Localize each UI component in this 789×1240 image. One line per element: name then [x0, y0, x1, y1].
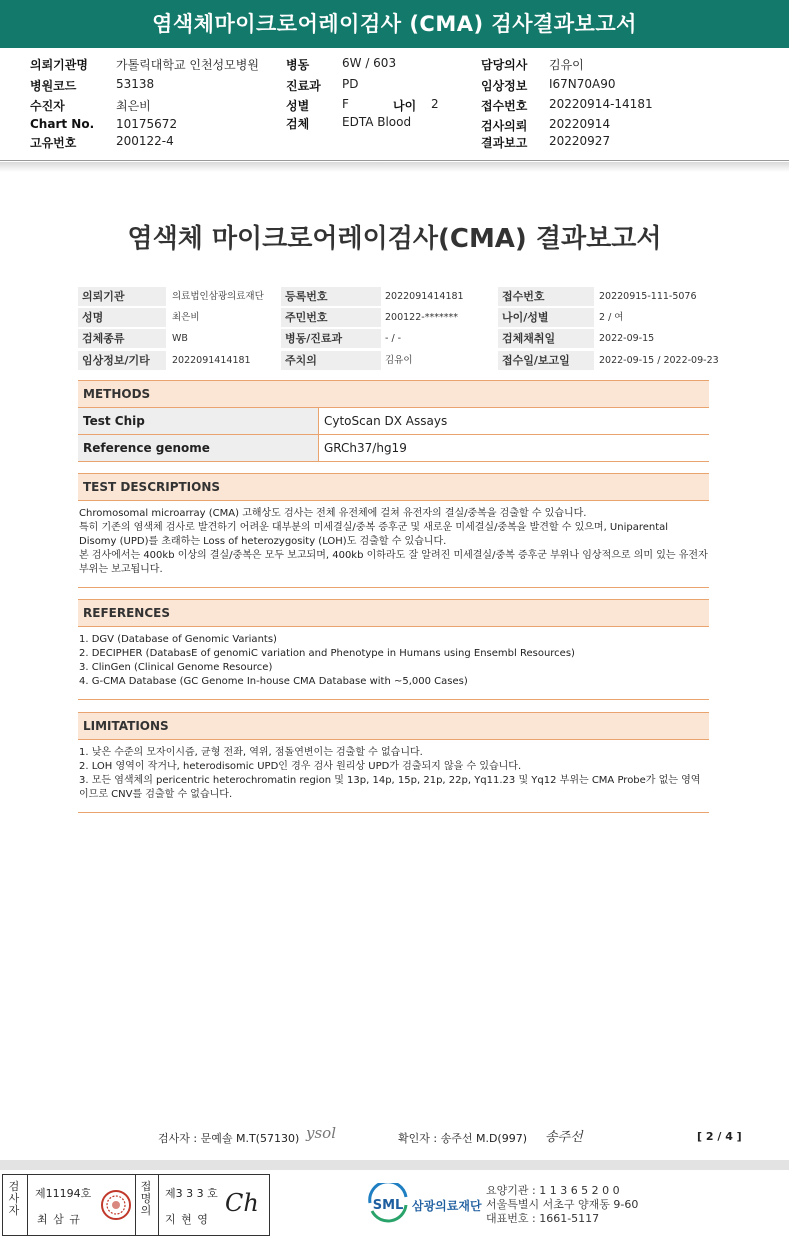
references-section	[78, 599, 709, 700]
field-label: 진료과	[286, 79, 321, 93]
field-label: 임상정보	[481, 79, 528, 93]
info-value: 2022091414181	[172, 355, 251, 366]
tester-signature: ysol	[306, 1124, 336, 1142]
field-label: 접수번호	[481, 99, 528, 113]
methods-label: Test Chip	[78, 408, 319, 435]
info-label: 나이/성별	[498, 308, 594, 327]
patient-header	[0, 52, 789, 160]
field-label: 의뢰기관명	[30, 58, 88, 72]
field-value: PD	[342, 77, 359, 91]
header-shadow	[0, 162, 789, 172]
field-label: 담당의사	[481, 58, 528, 72]
field-label: 병동	[286, 58, 310, 72]
field-value: I67N70A90	[549, 77, 616, 91]
page-indicator: [ 2 / 4 ]	[697, 1130, 742, 1143]
reference-item: 3. ClinGen (Clinical Genome Resource)	[79, 662, 273, 673]
info-label: 접수일/보고일	[498, 351, 594, 370]
info-value: 2 / 여	[599, 312, 624, 323]
field-label: 고유번호	[30, 136, 77, 150]
director-signature: Ch	[225, 1189, 259, 1217]
institution-address-block	[486, 1184, 638, 1226]
limitation-item: 3. 모든 염색체의 pericentric heterochromatin region 및 13p, 14p, 15p, 21p, 22p, Yq11.23 및 Yq12 부위는 CMA Probe가 없는 영역이므로 CNV를 검출할 수 없습니다.	[79, 775, 701, 800]
field-value: EDTA Blood	[342, 115, 412, 129]
report-title: 염색체 마이크로어레이검사(CMA) 결과보고서	[127, 224, 662, 254]
test-descriptions-heading: TEST DESCRIPTIONS	[78, 473, 709, 501]
stamp-license-number: 제11194호	[35, 1187, 92, 1200]
description-line: 본 검사에서는 400kb 이상의 결실/중복은 모두 보고되며, 400kb 이하라도 잘 알려진 미세결실/중복 증후군 부위나 임상적으로 의미 있는 유전자 부위는 보고됩니다.	[79, 550, 708, 575]
confirmer-signature: 송주선	[545, 1130, 583, 1145]
methods-heading: METHODS	[78, 380, 709, 408]
description-line: Chromosomal microarray (CMA) 고해상도 검사는 전체 유전체에 걸쳐 유전자의 결실/중복을 검출할 수 있습니다.	[79, 508, 587, 519]
reference-item: 1. DGV (Database of Genomic Variants)	[79, 634, 277, 645]
info-value: 김유이	[385, 355, 413, 366]
reference-item: 4. G-CMA Database (GC Genome In-house CMA Database with ~5,000 Cases)	[79, 676, 468, 687]
seal-icon	[100, 1189, 132, 1221]
stamp-divider	[27, 1175, 28, 1235]
institution-name: 삼광의료재단	[412, 1199, 482, 1213]
info-row	[78, 329, 709, 349]
field-label: Chart No.	[30, 117, 95, 131]
stamp-divider	[135, 1175, 136, 1235]
description-line: 특히 기존의 염색체 검사로 발견하기 어려운 대부분의 미세결실/중복 증후군 및 새로운 미세결실/중복을 발견할 수 있으며, Uniparental Disomy (UPD)를 초래하는 Loss of heterozygosity (LOH)도 검출할 수 있습니다.	[79, 522, 669, 547]
references-body	[78, 627, 709, 700]
methods-row	[78, 435, 709, 462]
field-value: 최은비	[116, 99, 151, 113]
info-value: 2022-09-15	[599, 333, 655, 344]
stamp-license-number: 제3 3 3 호	[165, 1187, 218, 1200]
info-value: 2022-09-15 / 2022-09-23	[599, 355, 719, 366]
info-label: 주치의	[281, 351, 381, 370]
info-label: 접수번호	[498, 287, 594, 306]
field-label: 검사의뢰	[481, 119, 528, 133]
institution-phone: 대표번호 : 1661-5117	[486, 1212, 600, 1225]
field-label: 성별	[286, 99, 310, 113]
info-value: 최은비	[172, 312, 200, 323]
limitation-item: 2. LOH 영역이 작거나, heterodisomic UPD인 경우 검사 원리상 UPD가 검출되지 않을 수 있습니다.	[79, 761, 522, 772]
field-value: 가톨릭대학교 인천성모병원	[116, 58, 259, 72]
institution-address: 서울특별시 서초구 양재동 9-60	[486, 1198, 639, 1211]
report-banner-title: 염색체마이크로어레이검사 (CMA) 검사결과보고서	[0, 0, 789, 48]
info-label: 주민번호	[281, 308, 381, 327]
methods-label: Reference genome	[78, 435, 319, 462]
reference-item: 2. DECIPHER (DatabasE of genomiC variation and Phenotype in Humans using Ensembl Resources)	[79, 648, 575, 659]
field-value: 김유이	[549, 58, 584, 72]
limitations-heading: LIMITATIONS	[78, 712, 709, 740]
methods-table	[78, 408, 709, 462]
limitations-body	[78, 740, 709, 813]
info-row	[78, 287, 709, 307]
field-value: F	[342, 97, 349, 111]
field-label: 병원코드	[30, 79, 77, 93]
field-value: 20220927	[549, 134, 611, 148]
institution-code: 요양기관 : 1 1 3 6 5 2 0 0	[486, 1184, 620, 1197]
age-value: 2	[431, 97, 439, 111]
methods-row	[78, 408, 709, 435]
limitations-section	[78, 712, 709, 813]
references-heading: REFERENCES	[78, 599, 709, 627]
info-label: 검체채취일	[498, 329, 594, 348]
field-value: 53138	[116, 77, 155, 91]
confirmer-line: 확인자 : 송주선 M.D(997)	[398, 1132, 527, 1145]
field-value: 200122-4	[116, 134, 174, 148]
sml-logo-text: SML	[372, 1198, 404, 1213]
info-label: 임상정보/기타	[78, 351, 166, 370]
header-divider	[0, 160, 789, 161]
info-row	[78, 308, 709, 328]
license-stamp-box	[2, 1174, 270, 1236]
info-value: 20220915-111-5076	[599, 291, 697, 302]
test-descriptions-body	[78, 501, 709, 588]
sml-logo-icon	[366, 1183, 410, 1223]
info-value: 2022091414181	[385, 291, 464, 302]
stamp-name: 지 현 영	[165, 1213, 209, 1226]
limitation-item: 1. 낮은 수준의 모자이시즘, 균형 전좌, 역위, 점돌연변이는 검출할 수 없습니다.	[79, 747, 423, 758]
field-value: 20220914-14181	[549, 97, 653, 111]
tester-line: 검사자 : 문예솔 M.T(57130)	[158, 1132, 300, 1145]
field-value: 20220914	[549, 117, 611, 131]
info-value: WB	[172, 333, 188, 344]
info-value: - / -	[385, 333, 402, 344]
age-label: 나이	[393, 99, 417, 113]
footer-divider-bar	[0, 1160, 789, 1170]
info-label: 성명	[78, 308, 166, 327]
field-value: 10175672	[116, 117, 178, 131]
info-row	[78, 351, 719, 371]
stamp-divider	[158, 1175, 159, 1235]
stamp-label-director: 접명의	[140, 1180, 152, 1217]
field-label: 검체	[286, 117, 310, 131]
methods-value: CytoScan DX Assays	[319, 408, 710, 435]
test-descriptions-section	[78, 473, 709, 588]
info-value: 의료법인삼광의료재단	[172, 291, 264, 302]
field-label: 수진자	[30, 99, 65, 113]
field-label: 결과보고	[481, 136, 528, 150]
stamp-name: 최 삼 규	[37, 1213, 81, 1226]
info-label: 의뢰기관	[78, 287, 166, 306]
methods-value: GRCh37/hg19	[319, 435, 710, 462]
info-value: 200122-*******	[385, 312, 458, 323]
info-label: 등록번호	[281, 287, 381, 306]
info-label: 병동/진료과	[281, 329, 381, 348]
methods-section	[78, 380, 709, 462]
info-label: 검체종류	[78, 329, 166, 348]
stamp-label-tester: 검사자	[8, 1180, 20, 1217]
field-value: 6W / 603	[342, 56, 397, 70]
